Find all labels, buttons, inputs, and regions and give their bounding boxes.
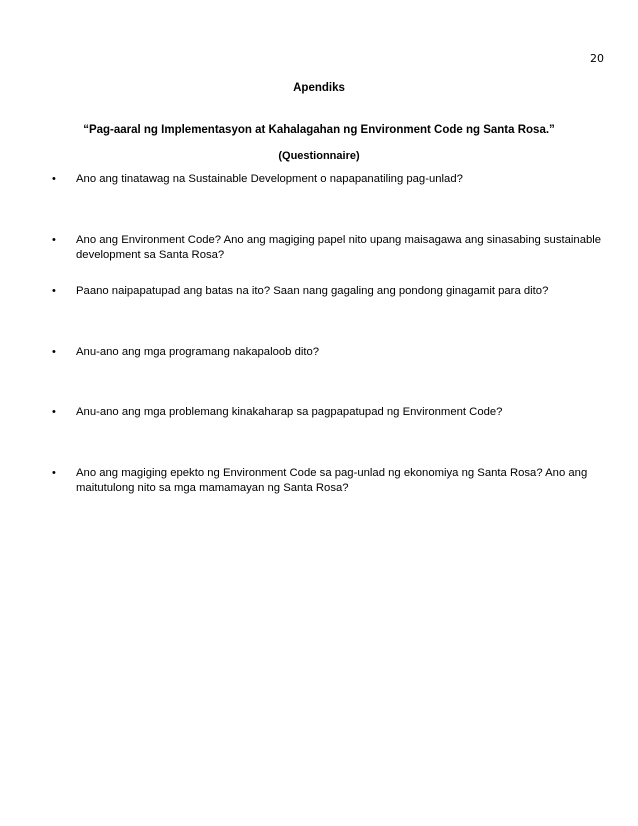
question-text: Paano naipapatupad ang batas na ito? Saan nang gagaling ang pondong ginagamit para dito? — [76, 285, 549, 297]
bullet-icon: • — [52, 173, 56, 185]
question-item — [52, 284, 612, 299]
question-item — [52, 233, 612, 263]
page-number: 20 — [590, 52, 604, 65]
bullet-icon: • — [52, 285, 56, 297]
question-text: Ano ang Environment Code? Ano ang magiging papel nito upang maisagawa ang sinasabing sustainable development sa Santa Rosa? — [76, 234, 602, 261]
bullet-icon: • — [52, 406, 56, 418]
bullet-icon: • — [52, 234, 56, 246]
document-subtitle: (Questionnaire) — [278, 150, 360, 162]
question-text: Anu-ano ang mga programang nakapaloob dito? — [76, 346, 320, 358]
section-heading: Apendiks — [293, 82, 345, 94]
bullet-icon: • — [52, 467, 56, 479]
question-item — [52, 405, 612, 420]
question-item — [52, 172, 612, 187]
question-item — [52, 466, 612, 496]
document-title: “Pag-aaral ng Implementasyon at Kahalagahan ng Environment Code ng Santa Rosa.” — [83, 124, 555, 136]
question-text: Ano ang tinatawag na Sustainable Development o napapanatiling pag-unlad? — [76, 173, 463, 185]
question-text: Anu-ano ang mga problemang kinakaharap sa pagpapatupad ng Environment Code? — [76, 406, 503, 418]
question-text: Ano ang magiging epekto ng Environment Code sa pag-unlad ng ekonomiya ng Santa Rosa? Ano ang maitutulong nito sa mga mamamayan ng Santa Rosa? — [76, 467, 588, 494]
question-item — [52, 345, 612, 360]
bullet-icon: • — [52, 346, 56, 358]
